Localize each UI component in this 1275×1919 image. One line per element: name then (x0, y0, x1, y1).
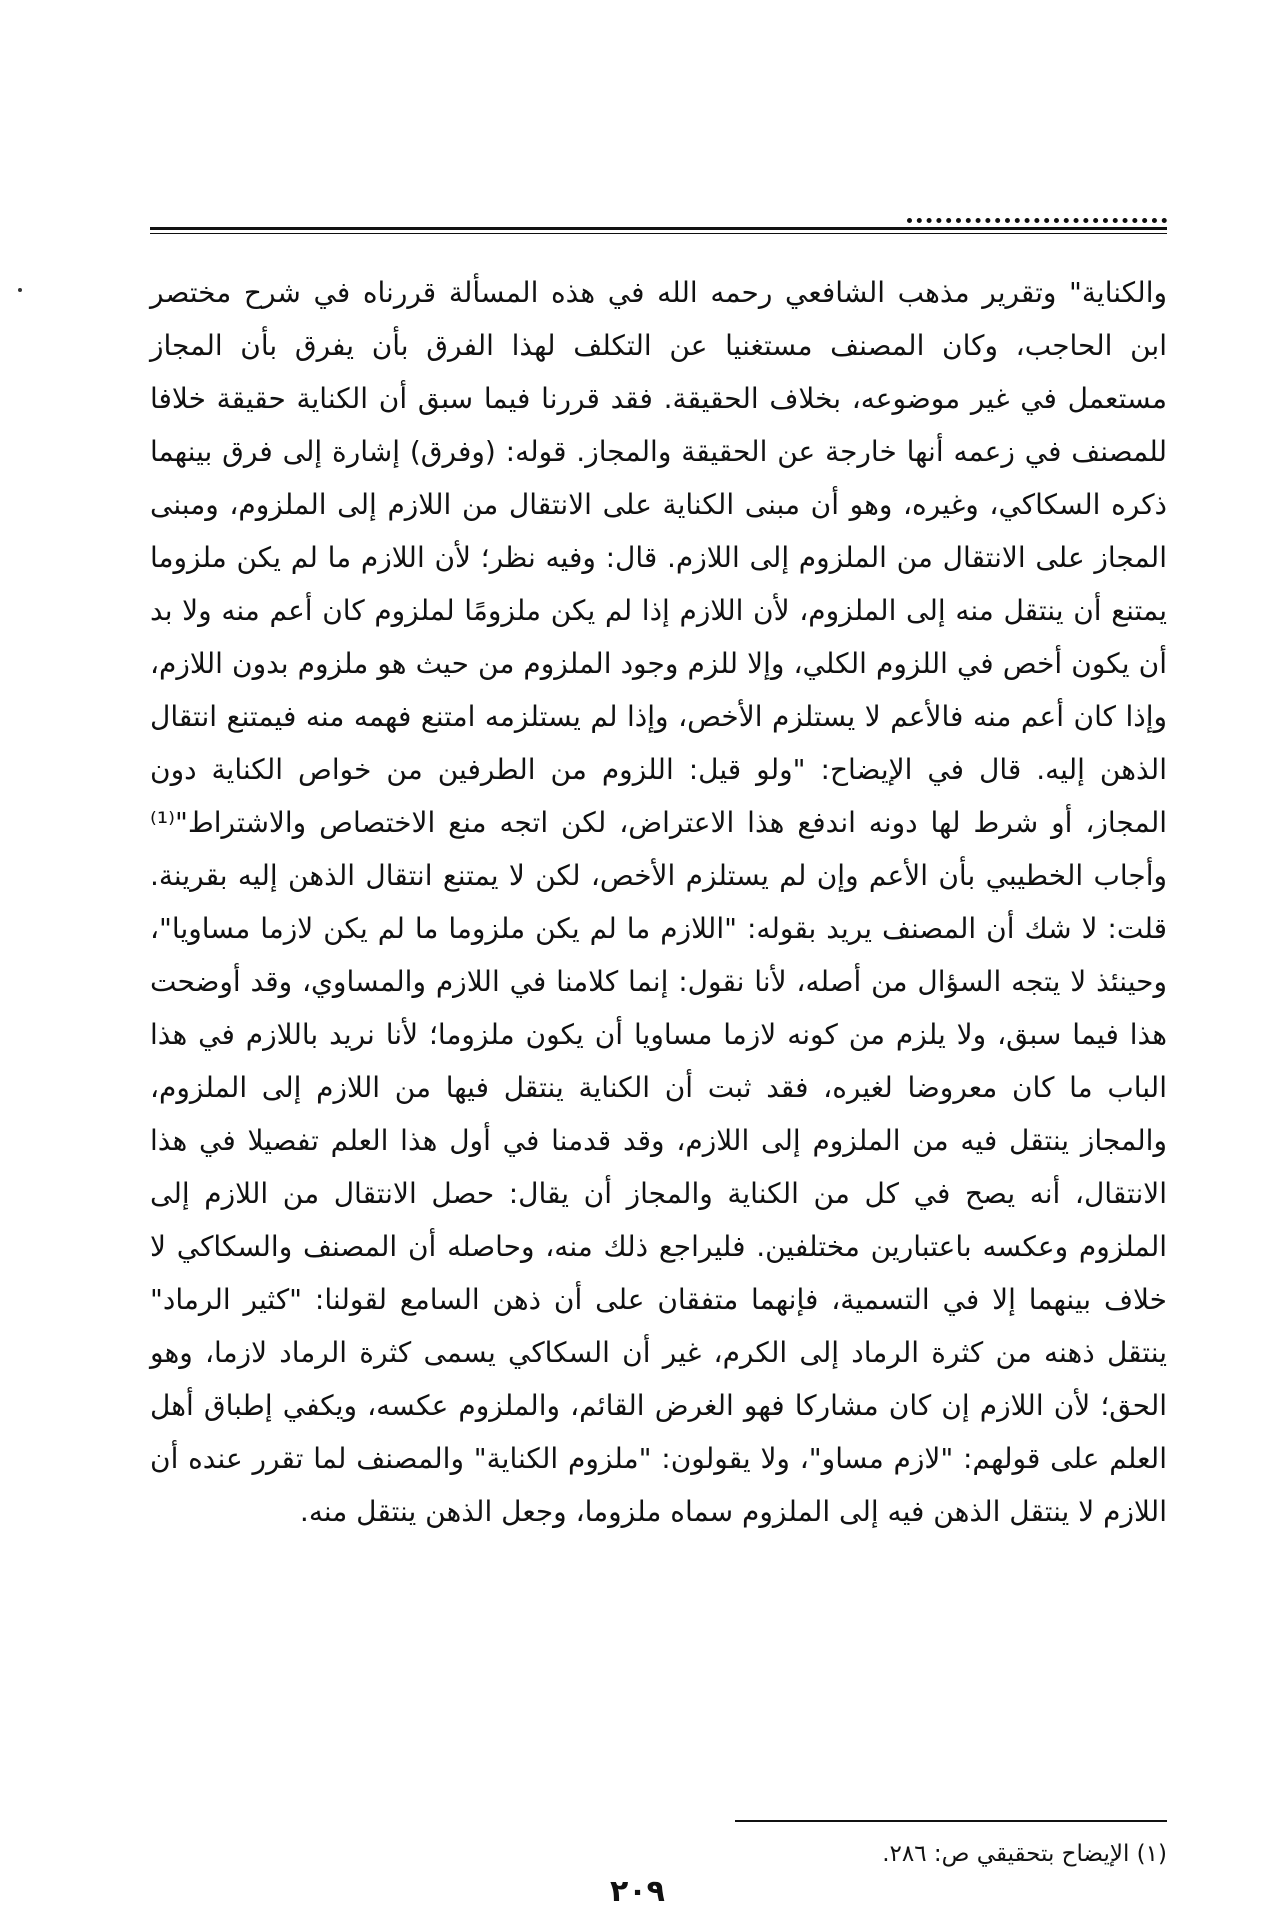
header-rule (150, 218, 1167, 240)
footnote-separator (735, 1820, 1167, 1822)
page-number: ٢٠٩ (610, 1874, 665, 1909)
footnote: (١) الإيضاح بتحقيقي ص: ٢٨٦. (882, 1841, 1167, 1867)
scan-speck (18, 288, 22, 292)
body-text: والكناية" وتقرير مذهب الشافعي رحمه الله في هذه المسألة قررناه في شرح مختصر ابن الحاجب، وكان المصنف مستغنيا عن التكلف لهذا الفرق بأن يفرق بأن المجاز مستعمل في غير موضوعه، بخلاف الحقيقة. فقد قررنا فيما سبق أن الكناية حقيقة خلافا للمصنف في زعمه أنها خارجة عن الحقيقة والمجاز. قوله: (وفرق) إشارة إلى فرق بينهما ذكره السكاكي، وغيره، وهو أن مبنى الكناية على الانتقال من اللازم إلى الملزوم، ومبنى المجاز على الانتقال من الملزوم إلى اللازم. قال: وفيه نظر؛ لأن اللازم ما لم يكن ملزوما يمتنع أن ينتقل منه إلى الملزوم، لأن اللازم إذا لم يكن ملزومًا لملزوم كان أعم منه ولا بد أن يكون أخص في اللزوم الكلي، وإلا للزم وجود الملزوم من حيث هو ملزوم بدون اللازم، وإذا كان أعم منه فالأعم لا يستلزم الأخص، وإذا لم يستلزمه امتنع فهمه منه فيمتنع انتقال الذهن إليه. قال في الإيضاح: "ولو قيل: اللزوم من الطرفين من خواص الكناية دون المجاز، أو شرط لها دونه اندفع هذا الاعتراض، لكن اتجه منع الاختصاص والاشتراط"⁽¹⁾ وأجاب الخطيبي بأن الأعم وإن لم يستلزم الأخص، لكن لا يمتنع انتقال الذهن إليه بقرينة. قلت: لا شك أن المصنف يريد بقوله: "اللازم ما لم يكن ملزوما ما لم يكن لازما مساويا"، وحينئذ لا يتجه السؤال من أصله، لأنا نقول: إنما كلامنا في اللازم والمساوي، وقد أوضحت هذا فيما سبق، ولا يلزم من كونه لازما مساويا أن يكون ملزوما؛ لأنا نريد باللازم في هذا الباب ما كان معروضا لغيره، فقد ثبت أن الكناية ينتقل فيها من اللازم إلى الملزوم، والمجاز ينتقل فيه من الملزوم إلى اللازم، وقد قدمنا في أول هذا العلم تفصيلا في هذا الانتقال، أنه يصح في كل من الكناية والمجاز أن يقال: حصل الانتقال من اللازم إلى الملزوم وعكسه باعتبارين مختلفين. فليراجع ذلك منه، وحاصله أن المصنف والسكاكي لا خلاف بينهما إلا في التسمية، فإنهما متفقان على أن ذهن السامع لقولنا: "كثير الرماد" ينتقل ذهنه من كثرة الرماد إلى الكرم، غير أن السكاكي يسمى كثرة الرماد لازما، وهو الحق؛ لأن اللازم إن كان مشاركا فهو الغرض القائم، والملزوم عكسه، ويكفي إطباق أهل العلم على قولهم: "لازم مساو"، ولا يقولون: "ملزوم الكناية" والمصنف لما تقرر عنده أن اللازم لا ينتقل الذهن فيه إلى الملزوم سماه ملزوما، وجعل الذهن ينتقل منه. (150, 276, 1167, 1528)
header-thin-line (150, 233, 1167, 234)
header-thick-line (150, 227, 1167, 230)
header-dotted-line (907, 218, 1167, 223)
